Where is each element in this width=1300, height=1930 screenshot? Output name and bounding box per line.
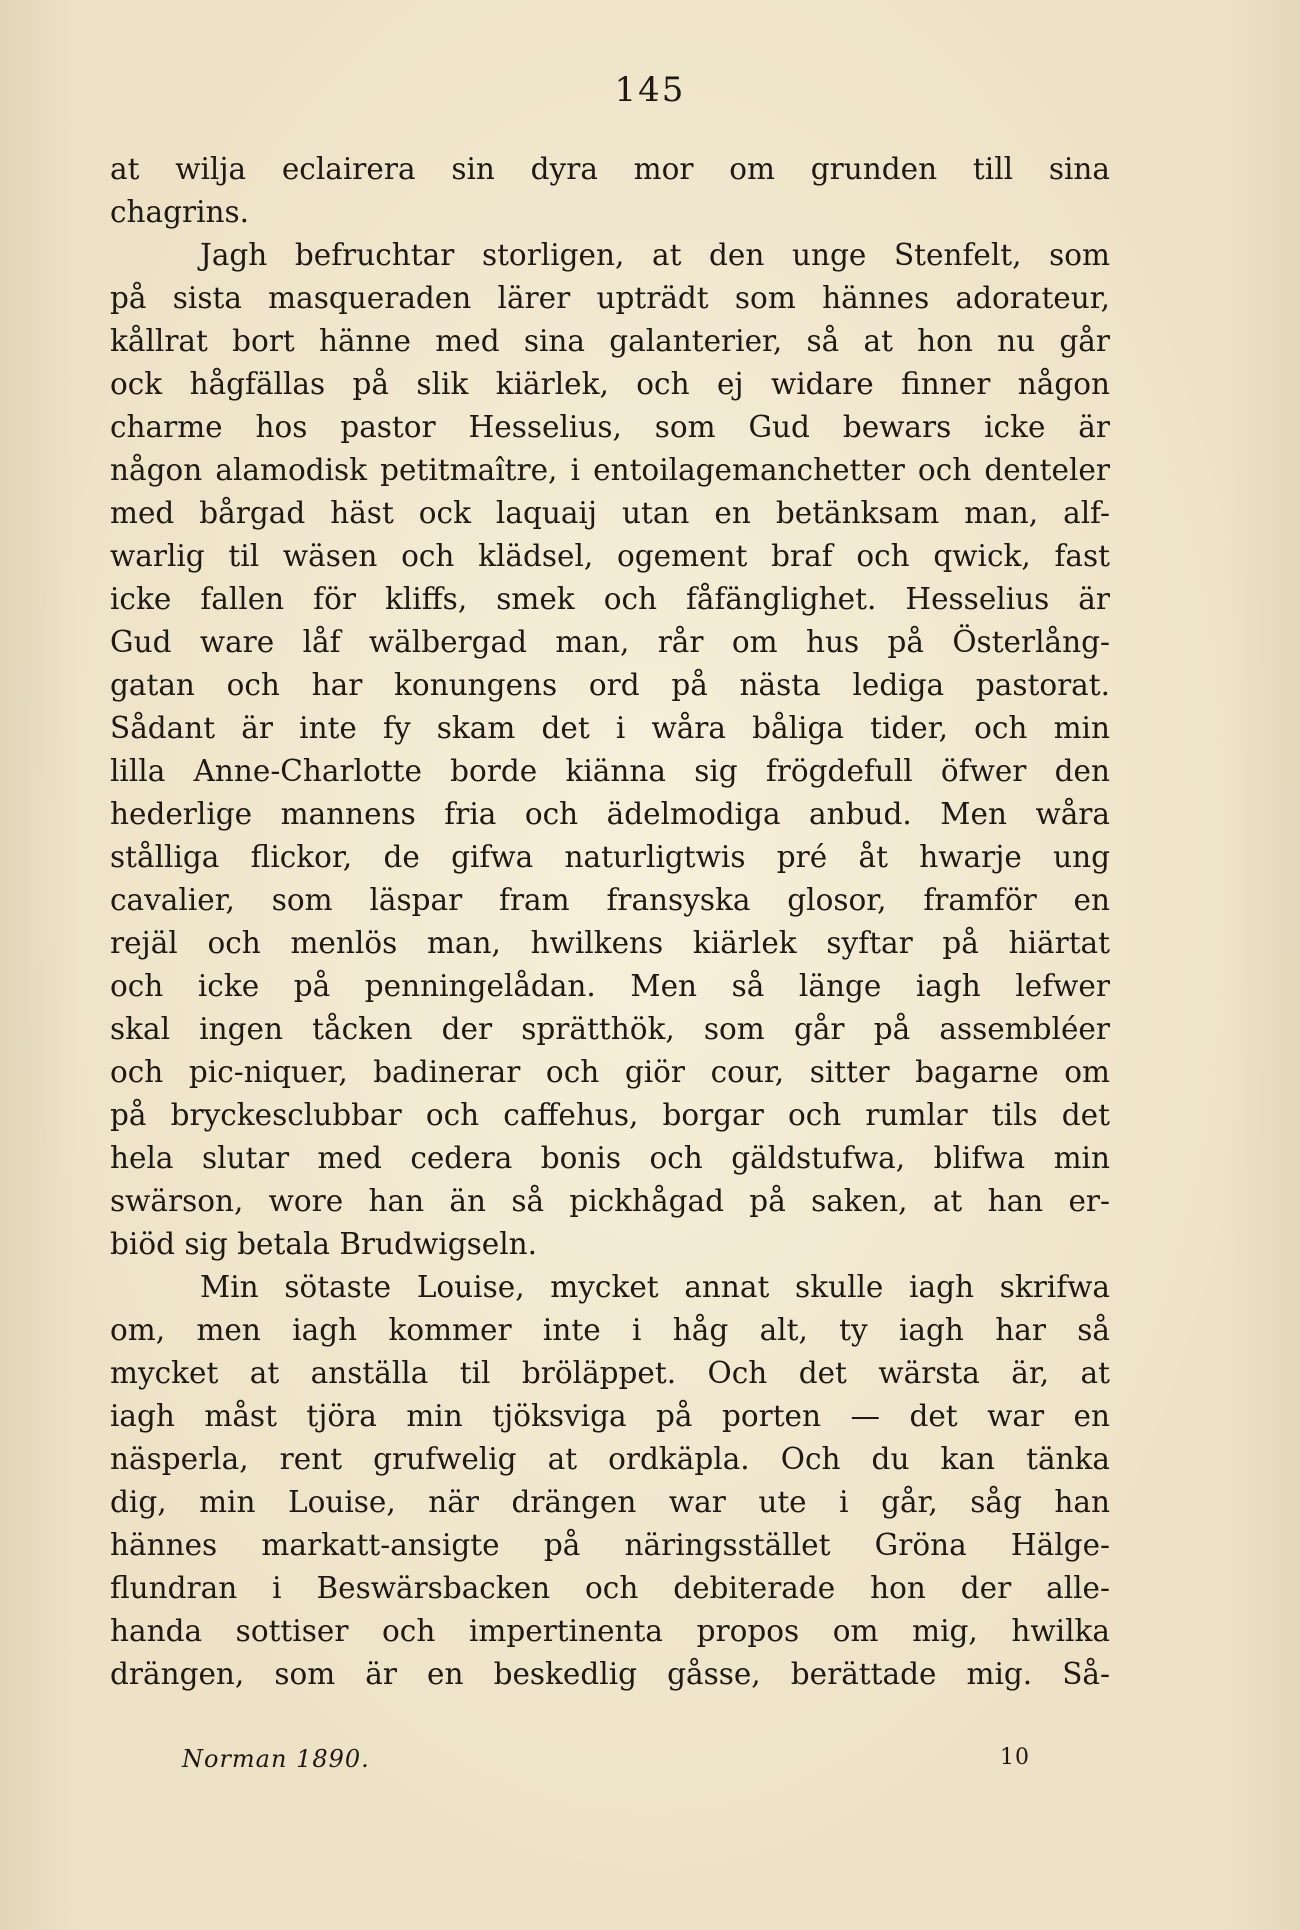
page-number: 145 xyxy=(614,70,686,110)
text-line: Sådant är inte fy skam det i wåra båliga tider, och min xyxy=(110,711,1110,745)
text-line: chagrins. xyxy=(110,195,250,229)
text-line: ock hågfällas på slik kiärlek, och ej widare finner någon xyxy=(110,367,1110,401)
text-line: hännes markatt-ansigte på näringsstället Gröna Hälge- xyxy=(110,1528,1110,1562)
printer-signature: Norman 1890. xyxy=(182,1745,370,1773)
text-line: dig, min Louise, när drängen war ute i går, såg han xyxy=(110,1485,1110,1519)
text-line: näsperla, rent grufwelig at ordkäpla. Och du kan tänka xyxy=(110,1442,1110,1476)
text-line: Jagh befruchtar storligen, at den unge Stenfelt, som xyxy=(200,238,1110,272)
text-line: rejäl och menlös man, hwilkens kiärlek syftar på hiärtat xyxy=(110,926,1110,960)
text-line: icke fallen för kliffs, smek och fåfänglighet. Hesselius är xyxy=(110,582,1110,616)
text-line: cavalier, som läspar fram fransyska glosor, framför en xyxy=(110,883,1110,917)
text-line: hela slutar med cedera bonis och gäldstufwa, blifwa min xyxy=(110,1141,1110,1175)
text-line: och pic-niquer, badinerar och giör cour, sitter bagarne om xyxy=(110,1055,1110,1089)
text-line: charme hos pastor Hesselius, som Gud bewars icke är xyxy=(110,410,1110,444)
text-line: drängen, som är en beskedlig gåsse, berättade mig. Så- xyxy=(110,1657,1110,1691)
page-footer xyxy=(0,1745,1300,1785)
text-line: stålliga flickor, de gifwa naturligtwis pré åt hwarje ung xyxy=(110,840,1110,874)
text-line: warlig til wäsen och klädsel, ogement braf och qwick, fast xyxy=(110,539,1110,573)
body-text xyxy=(110,148,1110,1696)
text-line: handa sottiser och impertinenta propos om mig, hwilka xyxy=(110,1614,1110,1648)
text-line: någon alamodisk petitmaître, i entoilagemanchetter och denteler xyxy=(110,453,1110,487)
text-line: mycket at anställa til bröläppet. Och det wärsta är, at xyxy=(110,1356,1110,1390)
text-line: Gud ware låf wälbergad man, rår om hus på Österlång- xyxy=(110,625,1110,659)
text-line: iagh måst tjöra min tjöksviga på porten — det war en xyxy=(110,1399,1110,1433)
text-line: gatan och har konungens ord på nästa lediga pastorat. xyxy=(110,668,1110,702)
text-line: på sista masqueraden lärer upträdt som hännes adorateur, xyxy=(110,281,1110,315)
text-line: lilla Anne-Charlotte borde kiänna sig frögdefull öfwer den xyxy=(110,754,1110,788)
sheet-number: 10 xyxy=(1000,1745,1030,1770)
text-line: biöd sig betala Brudwigseln. xyxy=(110,1227,538,1261)
text-line: kållrat bort hänne med sina galanterier, så at hon nu går xyxy=(110,324,1110,358)
text-line: at wilja eclairera sin dyra mor om grunden till sina xyxy=(110,152,1110,186)
text-line: skal ingen tåcken der sprätthök, som går på assembléer xyxy=(110,1012,1110,1046)
text-line: och icke på penningelådan. Men så länge iagh lefwer xyxy=(110,969,1110,1003)
text-line: om, men iagh kommer inte i håg alt, ty iagh har så xyxy=(110,1313,1110,1347)
text-line: swärson, wore han än så pickhågad på saken, at han er- xyxy=(110,1184,1110,1218)
text-line: hederlige mannens fria och ädelmodiga anbud. Men wåra xyxy=(110,797,1110,831)
text-line: på bryckesclubbar och caffehus, borgar och rumlar tils det xyxy=(110,1098,1110,1132)
text-line: flundran i Beswärsbacken och debiterade hon der alle- xyxy=(110,1571,1110,1605)
text-line: med bårgad häst ock laquaij utan en betänksam man, alf- xyxy=(110,496,1110,530)
text-line: Min sötaste Louise, mycket annat skulle iagh skrifwa xyxy=(200,1270,1110,1304)
